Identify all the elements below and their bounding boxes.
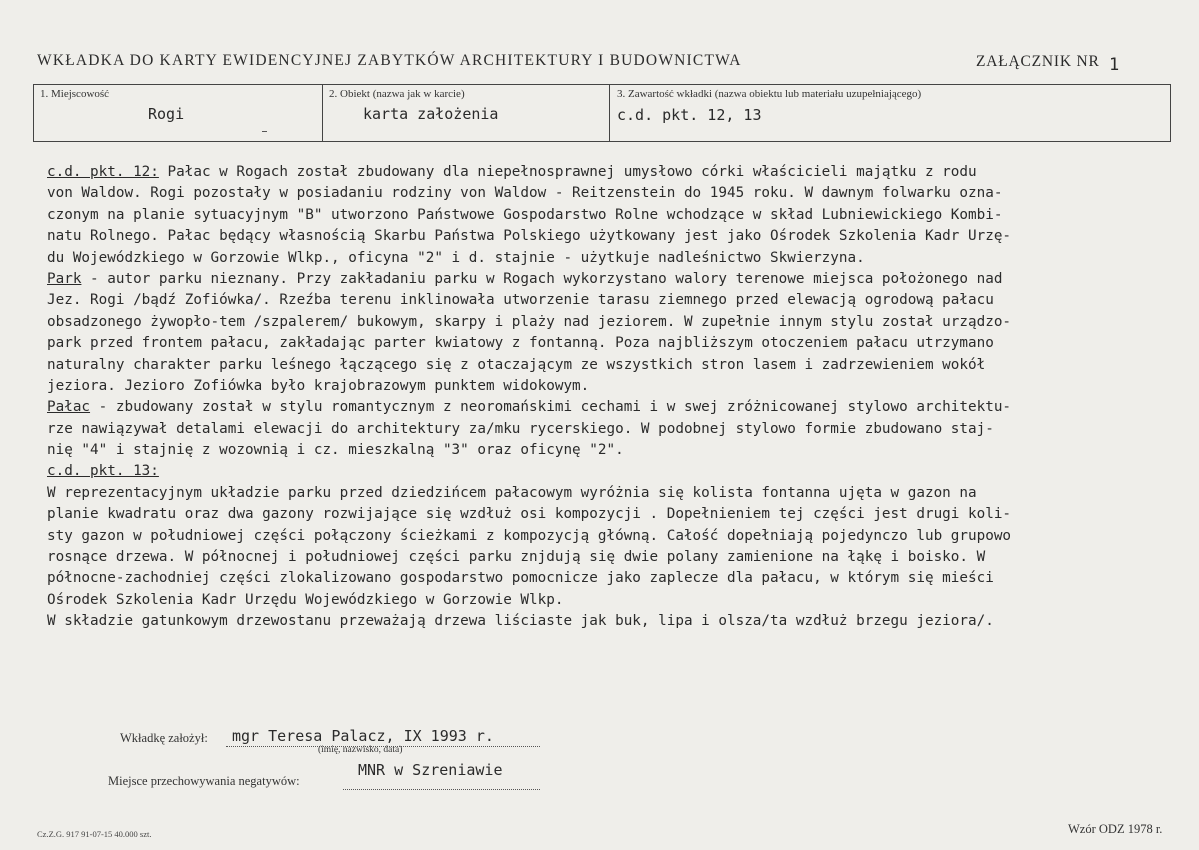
author-value: mgr Teresa Palacz, IX 1993 r. xyxy=(232,727,494,745)
text-line: W składzie gatunkowym drzewostanu przeważają drzewa liściaste jak buk, lipa i olsza/ta wzdłuż brzegu jeziora/. xyxy=(47,613,994,630)
text-line: nię "4" i stajnię z wozownią i cz. mieszkalną "3" oraz oficynę "2". xyxy=(47,442,624,459)
field-locality-value: Rogi xyxy=(148,105,185,123)
field-locality-label: 1. Miejscowość xyxy=(40,88,110,100)
author-label: Wkładkę założył: xyxy=(120,731,208,745)
text-line: sty gazon w południowej części połączony ścieżkami z kompozycją główną. Całość dopełniają pojedynczo lub grupowo xyxy=(47,527,1012,544)
text-line: rze nawiązywał detalami elewacji do architektury za/mku rycerskiego. W podobnej stylowo formie zbudowano staj- xyxy=(47,420,994,437)
text-line: planie kwadratu oraz dwa gazony rozwijające się wzdłuż osi kompozycji . Dopełnieniem tej części jest drugi koli- xyxy=(47,506,1012,523)
storage-value: MNR w Szreniawie xyxy=(358,761,503,779)
author-sublabel: (imię, nazwisko, data) xyxy=(318,745,403,755)
text-line: obsadzonego żywopło-tem /szpalerem/ bukowym, skarpy i plaży nad jeziorem. W zupełnie innym stylu został urządzo- xyxy=(47,313,1012,330)
text-line: du Wojewódzkiego w Gorzowie Wlkp., oficyna "2" i d. stajnie - użytkuje nadleśnictwo Skwierzyna. xyxy=(47,249,865,266)
text-line: rosnące drzewa. W północnej i południowej części parku znjdują się dwie polany zamienione na łąkę i boisko. W xyxy=(47,549,986,566)
text-line: jeziora. Jezioro Zofiówka było krajobrazowym punktem widokowym. xyxy=(47,377,590,394)
text-line: północne-zachodniej części zlokalizowano gospodarstwo pomocnicze jako zaplecze dla pałacu, w którym się mieści xyxy=(47,570,994,587)
field-divider xyxy=(322,84,323,142)
field-object-label: 2. Obiekt (nazwa jak w karcie) xyxy=(329,88,465,100)
print-note: Cz.Z.G. 917 91-07-15 40.000 szt. xyxy=(37,829,152,839)
form-title: WKŁADKA DO KARTY EWIDENCYJNEJ ZABYTKÓW ARCHITEKTURY I BUDOWNICTWA xyxy=(37,52,742,69)
text-line: natu Rolnego. Pałac będący własnością Skarbu Państwa Polskiego użytkowany jest jako Ośrodek Szkolenia Kadr Urzę- xyxy=(47,228,1012,245)
storage-line xyxy=(343,788,540,790)
mark xyxy=(262,131,267,132)
annex-number: 1 xyxy=(1109,55,1120,75)
storage-label: Miejsce przechowywania negatywów: xyxy=(108,774,300,788)
field-contents-value: c.d. pkt. 12, 13 xyxy=(617,106,762,124)
text-line: c.d. pkt. 12: Pałac w Rogach został zbudowany dla niepełnosprawnej umysłowo córki właścicieli majątku z rodu xyxy=(47,164,977,180)
text-line: Ośrodek Szkolenia Kadr Urzędu Wojewódzkiego w Gorzowie Wlkp. xyxy=(47,591,564,608)
text-line: W reprezentacyjnym układzie parku przed dziedzińcem pałacowym wyróżnia się kolista fontanna ujęta w gazon na xyxy=(47,484,977,501)
text-line: Pałac - zbudowany został w stylu romantycznym z neoromańskimi cechami i w swej zróżnicowanej stylowo architektu- xyxy=(47,399,1012,416)
section-heading-12: c.d. pkt. 12: xyxy=(47,164,159,180)
text-line: naturalny charakter parku leśnego łączącego się z otaczającym ze wszystkich stron lasem i zadrzewieniem wokół xyxy=(47,356,986,373)
section-heading-palace: Pałac xyxy=(47,399,91,416)
text-line: Park - autor parku nieznany. Przy zakładaniu parku w Rogach wykorzystano walory terenowe miejsca położonego nad xyxy=(47,270,1003,287)
field-divider xyxy=(609,84,610,142)
text-line: park przed frontem pałacu, zakładając parter kwiatowy z fontanną. Poza najbliższym otoczeniem pałacu utrzymano xyxy=(47,335,994,352)
description-text xyxy=(47,162,1177,633)
text-line xyxy=(47,461,1177,482)
field-contents-label: 3. Zawartość wkładki (nazwa obiektu lub materiału uzupełniającego) xyxy=(617,88,922,100)
text-line: von Waldow. Rogi pozostały w posiadaniu rodziny von Waldow - Reitzenstein do 1945 roku. W dawnym folwarku ozna- xyxy=(47,185,1003,202)
text-line: czonym na planie sytuacyjnym "B" utworzono Państwowe Gospodarstwo Rolne wchodzące w skład Lubniewickiego Kombi- xyxy=(47,206,1003,223)
form-template-note: Wzór ODZ 1978 r. xyxy=(1068,822,1163,836)
section-heading-13: c.d. pkt. 13: xyxy=(47,463,159,480)
section-heading-park: Park xyxy=(47,270,82,287)
annex-label: ZAŁĄCZNIK NR xyxy=(976,53,1100,70)
field-object-value: karta założenia xyxy=(363,105,499,123)
text-line: Jez. Rogi /bądź Zofiówka/. Rzeźba terenu inklinowała utworzenie tarasu ziemnego przed elewacją ogrodową pałacu xyxy=(47,292,994,309)
fields-box xyxy=(33,84,1171,142)
